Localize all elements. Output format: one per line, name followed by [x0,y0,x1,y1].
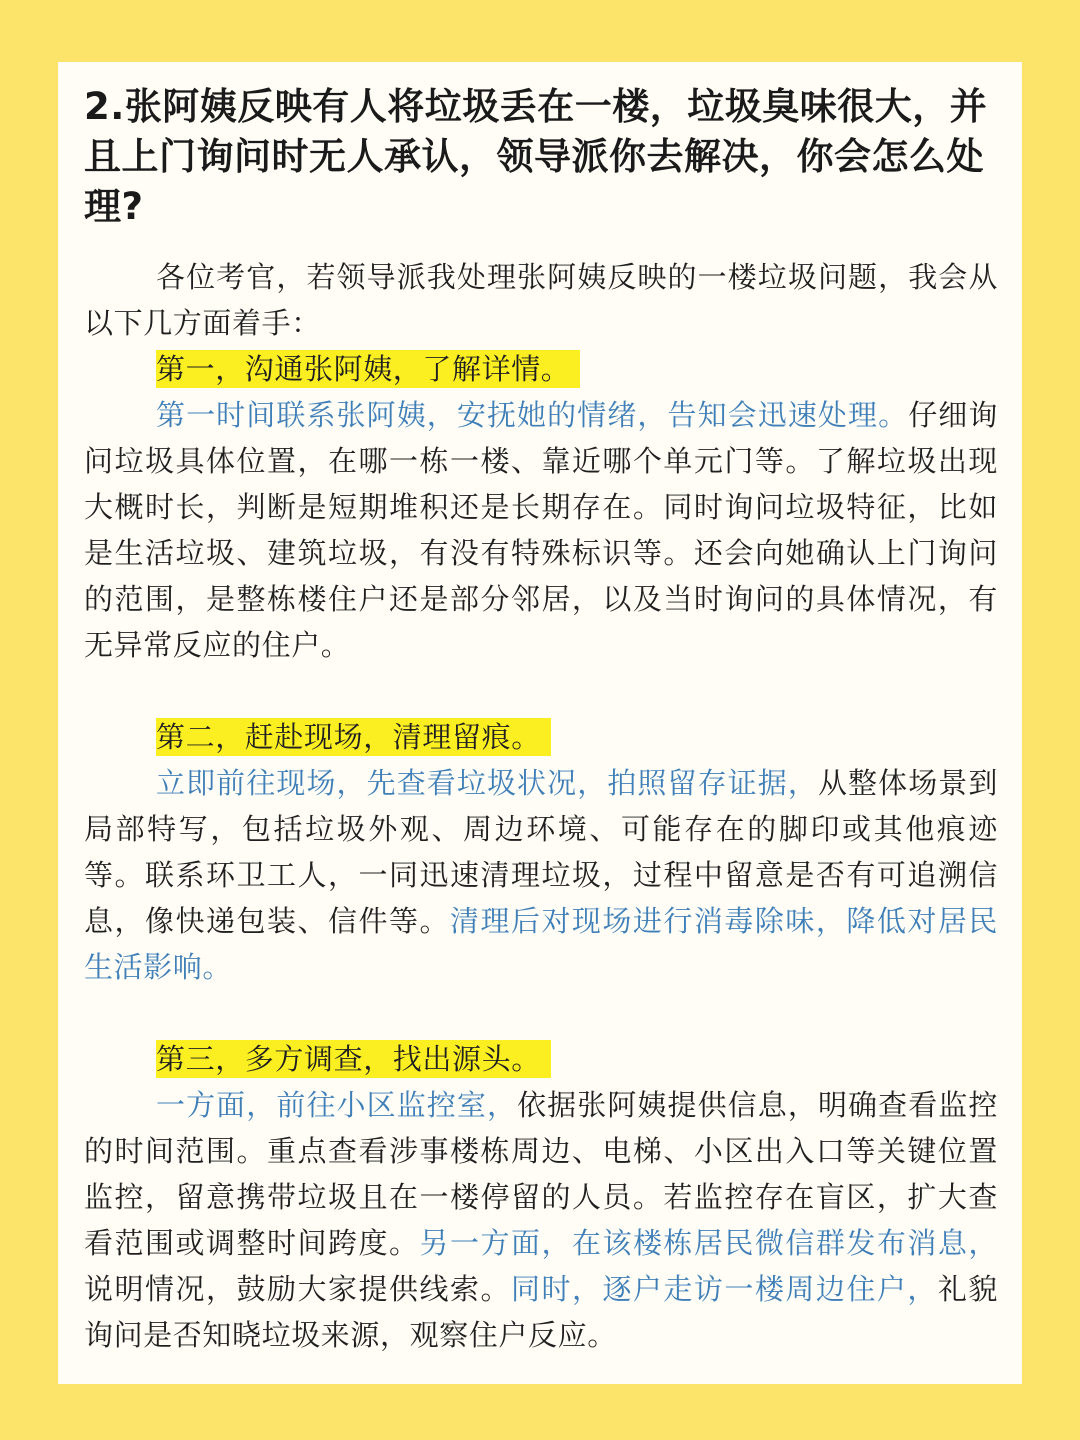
section-3-emphasis-1: 一方面，前往小区监控室， [156,1088,518,1122]
section-2-emphasis-1: 立即前往现场，先查看垃圾状况，拍照留存证据， [156,766,818,800]
section-1-body [84,392,998,668]
section-2-emphasis-2: 清理后对现场进行消毒除味，降低对居民生活影响。 [84,904,998,984]
section-spacer [84,990,998,1036]
section-3-emphasis-3: 同时，逐户走访一楼周边住户， [510,1272,938,1306]
section-spacer [84,668,998,714]
section-2-heading [84,714,998,760]
section-1-heading [84,346,998,392]
section-3-emphasis-2: 另一方面，在该楼栋居民微信群发布消息， [419,1226,998,1260]
section-3-text-3: 礼貌询问是否知晓垃圾来源，观察住户反应。 [84,1272,999,1352]
section-1-emphasis: 第一时间联系张阿姨，安抚她的情绪，告知会迅速处理。 [156,398,909,432]
section-1-heading-highlight: 第一，沟通张阿姨，了解详情。 [156,350,580,388]
section-2-body [84,760,998,990]
section-2-text-1: 从整体场景到局部特写，包括垃圾外观、周边环境、可能存在的脚印或其他痕迹等。联系环卫工人，一同迅速清理垃圾，过程中留意是否有可追溯信息，像快递包装、信件等。 [84,766,998,938]
question-title: 2.张阿姨反映有人将垃圾丢在一楼，垃圾臭味很大，并且上门询问时无人承认，领导派你去解决，你会怎么处理? [84,85,988,228]
section-3-heading [84,1036,998,1082]
section-3-text-2: 说明情况，鼓励大家提供线索。 [84,1272,511,1306]
section-3-body [84,1082,998,1358]
section-1-text: 仔细询问垃圾具体位置，在哪一栋一楼、靠近哪个单元门等。了解垃圾出现大概时长，判断是短期堆积还是长期存在。同时询问垃圾特征，比如是生活垃圾、建筑垃圾，有没有特殊标识等。还会向她确认上门询问的范围，是整栋楼住户还是部分邻居，以及当时询问的具体情况，有无异常反应的住户。 [84,398,998,662]
intro-paragraph: 各位考官，若领导派我处理张阿姨反映的一楼垃圾问题，我会从以下几方面着手： [84,260,998,340]
section-3-heading-highlight: 第三，多方调查，找出源头。 [156,1040,551,1078]
section-2-heading-highlight: 第二，赶赴现场，清理留痕。 [156,718,551,756]
content-card [58,62,1022,1384]
section-3-text-1: 依据张阿姨提供信息，明确查看监控的时间范围。重点查看涉事楼栋周边、电梯、小区出入口等关键位置监控，留意携带垃圾且在一楼停留的人员。若监控存在盲区，扩大查看范围或调整时间跨度。 [84,1088,998,1260]
